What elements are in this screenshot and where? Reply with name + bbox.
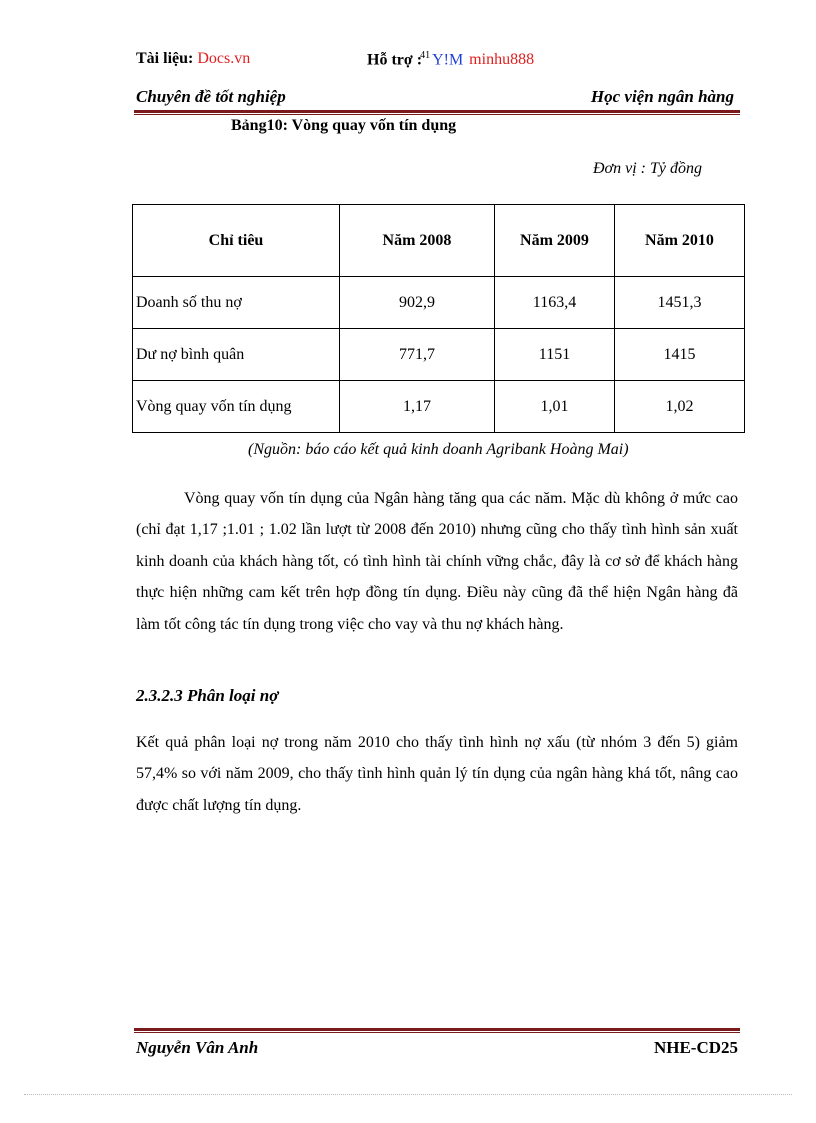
support-info (367, 50, 534, 69)
doc-source: Tài liệu: Docs.vn (136, 50, 251, 67)
credit-turnover-table (132, 204, 745, 433)
header-right: Học viện ngân hàng (590, 87, 734, 106)
ym-label: Y!M (432, 51, 464, 69)
section-title: 2.3.2.3 Phân loại nợ (136, 686, 279, 705)
table-cell: 1415 (615, 329, 745, 381)
header-rule-thick (134, 110, 740, 113)
page-bottom-divider (24, 1094, 792, 1095)
row-label: Vòng quay vốn tín dụng (133, 381, 340, 433)
ym-id: minhu888 (469, 51, 535, 69)
table-header-row (133, 205, 745, 277)
footer-rule-thin (134, 1032, 740, 1033)
table-cell: 771,7 (340, 329, 495, 381)
table-row (133, 381, 745, 433)
doc-site-link[interactable]: Docs.vn (197, 50, 251, 67)
footer-author: Nguyễn Vân Anh (136, 1038, 259, 1057)
body-paragraph-1: Vòng quay vốn tín dụng của Ngân hàng tăng qua các năm. Mặc dù không ở mức cao (chỉ đạt 1,17 ;1.01 ; 1.02 lần lượt từ 2008 đến 2010) nhưng cũng cho thấy tình hình sản xuất kinh doanh của khách hàng tốt, có tình hình tài chính vững chắc, đây là cơ sở để khách hàng thực hiện những cam kết trên hợp đồng tín dụng. Điều này cũng đã thể hiện Ngân hàng đã làm tốt công tác tín dụng trong việc cho vay và thu nợ khách hàng. (136, 490, 738, 633)
row-label: Dư nợ bình quân (133, 329, 340, 381)
table-cell: 1151 (495, 329, 615, 381)
header-rule-thin (134, 114, 740, 115)
table-cell: 1,01 (495, 381, 615, 433)
table-row (133, 329, 745, 381)
table-source: (Nguồn: báo cáo kết quả kinh doanh Agribank Hoàng Mai) (248, 441, 629, 458)
column-header: Chỉ tiêu (133, 205, 340, 277)
table-cell: 1163,4 (495, 277, 615, 329)
table-cell: 1,02 (615, 381, 745, 433)
table-row (133, 277, 745, 329)
column-header: Năm 2010 (615, 205, 745, 277)
row-label: Doanh số thu nợ (133, 277, 340, 329)
support-label: Hỗ trợ : (367, 51, 423, 69)
doc-label: Tài liệu (136, 50, 189, 67)
table-unit: Đơn vị : Tỷ đồng (593, 160, 702, 177)
footer-rule-thick (134, 1028, 740, 1031)
table-title: Bảng10: Vòng quay vốn tín dụng (231, 117, 457, 134)
column-header: Năm 2009 (495, 205, 615, 277)
table-cell: 1,17 (340, 381, 495, 433)
header-left: Chuyên đề tốt nghiệp (136, 87, 286, 106)
footer-code: NHE-CD25 (653, 1038, 738, 1057)
table-cell: 902,9 (340, 277, 495, 329)
page-number: 41 (420, 50, 431, 61)
body-paragraph-2: Kết quả phân loại nợ trong năm 2010 cho thấy tình hình nợ xấu (từ nhóm 3 đến 5) giảm 57,4% so với năm 2009, cho thấy tình hình quản lý tín dụng của ngân hàng khá tốt, nâng cao được chất lượng tín dụng. (136, 734, 738, 814)
column-header: Năm 2008 (340, 205, 495, 277)
table-cell: 1451,3 (615, 277, 745, 329)
